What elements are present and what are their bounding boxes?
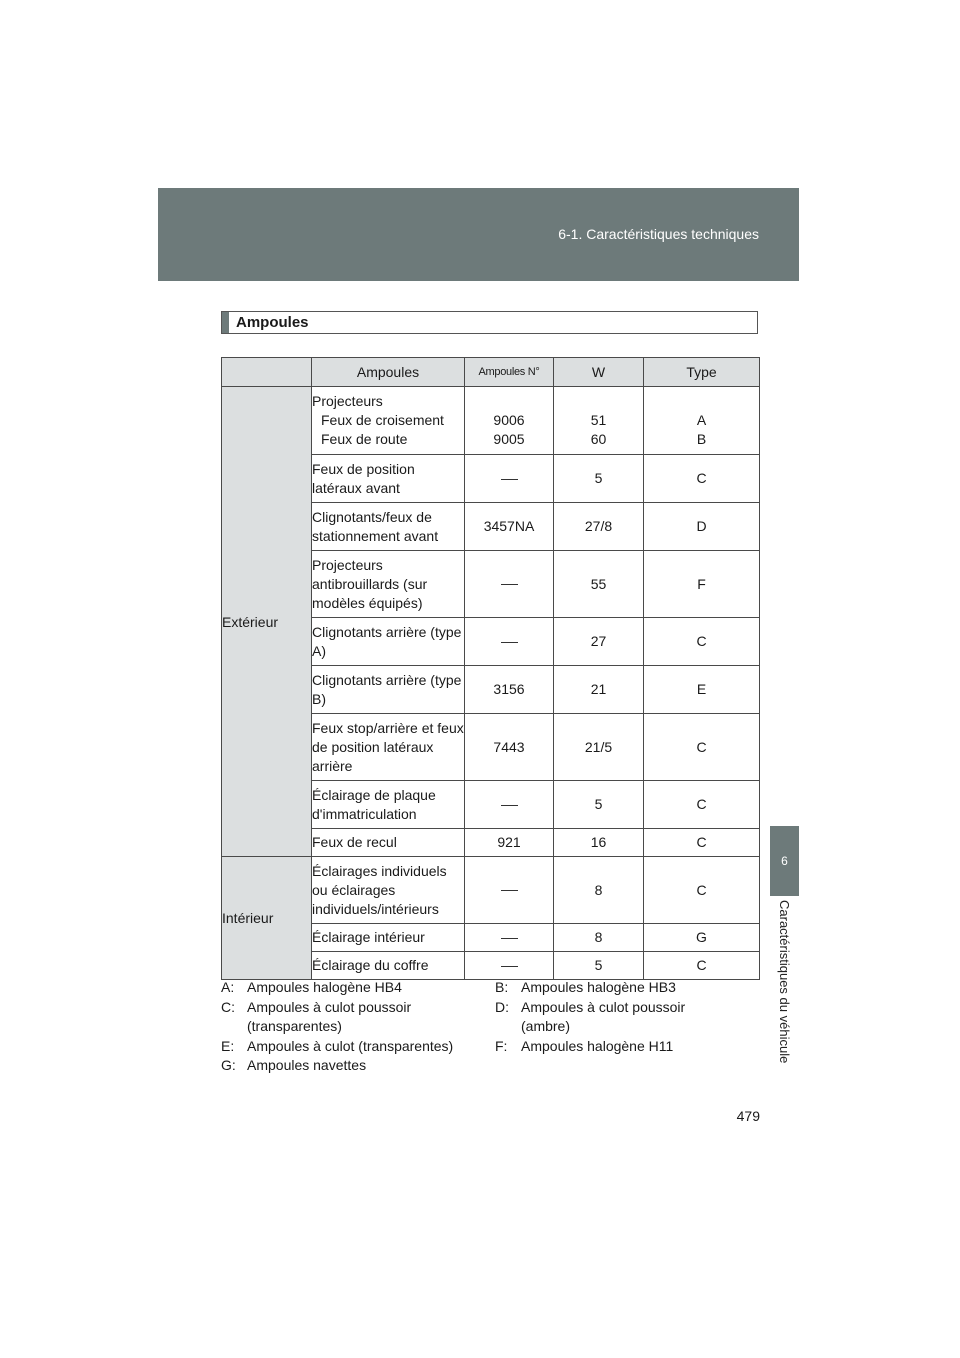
row-watt: 21/5	[554, 714, 644, 781]
row-type: C	[644, 829, 760, 857]
headlights-low-type: A	[696, 412, 707, 428]
row-name: Éclairage du coffre	[312, 952, 465, 980]
chapter-side-label-container	[770, 900, 799, 1090]
category-interior: Intérieur	[222, 857, 312, 980]
row-number: 3457NA	[465, 503, 554, 551]
row-name: Éclairage de plaque d'immatriculation	[312, 781, 465, 829]
legend-text: Ampoules à culot (transparentes)	[247, 1037, 454, 1054]
row-type: G	[644, 924, 760, 952]
header-type: Type	[644, 358, 760, 387]
row-watt: 5	[554, 781, 644, 829]
legend-text: Ampoules à culot poussoir (ambre)	[521, 998, 686, 1034]
row-number-dash	[465, 618, 554, 666]
row-name: Projecteurs antibrouillards (sur modèles équipés)	[312, 551, 465, 618]
row-number: 921	[465, 829, 554, 857]
row-number-dash	[465, 924, 554, 952]
row-name: Feux de position latéraux avant	[312, 455, 465, 503]
row-number-dash	[465, 857, 554, 924]
row-name: Clignotants arrière (type B)	[312, 666, 465, 714]
dash-icon	[501, 938, 518, 939]
section-title-box	[221, 311, 758, 334]
row-type: C	[644, 857, 760, 924]
dash-icon	[501, 584, 518, 585]
dash-icon	[501, 805, 518, 806]
row-name: Éclairages individuels ou éclairages individuels/intérieurs	[312, 857, 465, 924]
row-watt: 5	[554, 952, 644, 980]
row-watt: 27	[554, 618, 644, 666]
row-number-dash	[465, 551, 554, 618]
row-type: C	[644, 455, 760, 503]
row-number-dash	[465, 455, 554, 503]
headlights-low-num: 9006	[493, 412, 525, 428]
chapter-side-label: Caractéristiques du véhicule	[776, 900, 792, 1064]
dash-icon	[501, 642, 518, 643]
headlights-watt	[554, 387, 644, 455]
headlights-high-type: B	[696, 431, 707, 447]
headlights-high-num: 9005	[493, 431, 525, 447]
row-name: Feux de recul	[312, 829, 465, 857]
section-title-bar	[222, 312, 229, 333]
legend-text: Ampoules halogène HB3	[521, 979, 676, 995]
page-number: 479	[736, 1108, 760, 1124]
row-type: C	[644, 714, 760, 781]
legend-key: D:	[495, 998, 509, 1015]
legend-text: Ampoules halogène HB4	[247, 979, 402, 995]
headlights-type	[644, 387, 760, 455]
row-name: Éclairage intérieur	[312, 924, 465, 952]
dash-icon	[501, 479, 518, 480]
chapter-side-tab	[770, 826, 799, 896]
legend-key: F:	[495, 1037, 508, 1054]
row-watt: 16	[554, 829, 644, 857]
table-row	[222, 387, 760, 455]
row-type: C	[644, 618, 760, 666]
row-type: D	[644, 503, 760, 551]
legend-key: A:	[221, 979, 235, 995]
bulbs-table	[221, 357, 760, 980]
legend-key: E:	[221, 1037, 235, 1054]
row-watt: 21	[554, 666, 644, 714]
table-header-row	[222, 358, 760, 387]
legend-text: Ampoules halogène H11	[521, 1037, 674, 1054]
row-type: F	[644, 551, 760, 618]
headlights-high: Feux de route	[321, 431, 408, 447]
legend-key: C:	[221, 998, 235, 1015]
header-watt: W	[554, 358, 644, 387]
section-title: Ampoules	[236, 314, 309, 331]
category-exterior: Extérieur	[222, 387, 312, 857]
legend-key: G:	[221, 1057, 236, 1073]
header-number: Ampoules N°	[465, 358, 554, 387]
row-watt: 8	[554, 857, 644, 924]
legend-text: Ampoules navettes	[247, 1057, 367, 1073]
row-name: Feux stop/arrière et feux de position latéraux arrière	[312, 714, 465, 781]
breadcrumb: 6-1. Caractéristiques techniques	[558, 226, 759, 242]
headlights-num	[465, 387, 554, 455]
headlights-name	[312, 387, 465, 455]
header-empty	[222, 358, 312, 387]
dash-icon	[501, 890, 518, 891]
row-number: 7443	[465, 714, 554, 781]
row-number: 3156	[465, 666, 554, 714]
chapter-number: 6	[781, 854, 788, 868]
headlights-high-watt: 60	[590, 431, 607, 447]
headlights-low: Feux de croisement	[321, 412, 444, 428]
table-row	[222, 857, 760, 924]
row-type: E	[644, 666, 760, 714]
row-number-dash	[465, 781, 554, 829]
legend-key: B:	[495, 979, 509, 995]
chapter-header-band	[158, 188, 799, 281]
row-watt: 27/8	[554, 503, 644, 551]
row-name: Clignotants/feux de stationnement avant	[312, 503, 465, 551]
row-type: C	[644, 781, 760, 829]
header-bulbs: Ampoules	[312, 358, 465, 387]
row-watt: 55	[554, 551, 644, 618]
row-watt: 8	[554, 924, 644, 952]
row-watt: 5	[554, 455, 644, 503]
row-name: Clignotants arrière (type A)	[312, 618, 465, 666]
legend-text: Ampoules à culot poussoir (transparentes)	[247, 998, 412, 1034]
headlights-title: Projecteurs	[312, 393, 383, 409]
row-number-dash	[465, 952, 554, 980]
dash-icon	[501, 966, 518, 967]
headlights-low-watt: 51	[590, 412, 607, 428]
row-type: C	[644, 952, 760, 980]
